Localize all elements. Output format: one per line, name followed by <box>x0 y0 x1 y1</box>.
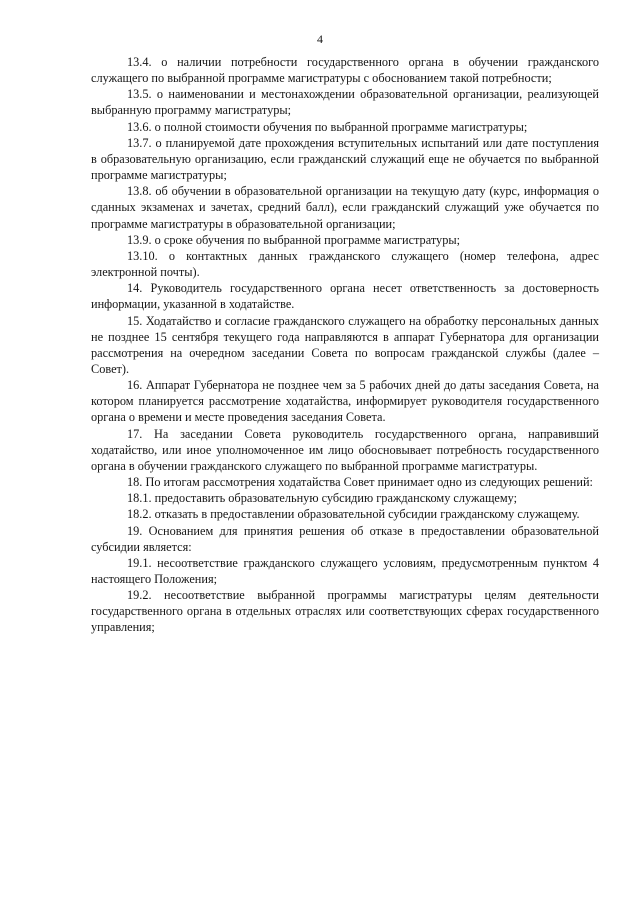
paragraph-13-5: 13.5. о наименовании и местонахождении образовательной организации, реализующей выбранную программу магистратуры; <box>91 87 599 118</box>
paragraph-13-7: 13.7. о планируемой дате прохождения вступительных испытаний или дате поступления в образовательную организацию, если гражданский служащий еще не обучается по выбранной программе магистратуры; <box>91 135 599 183</box>
paragraph-16: 16. Аппарат Губернатора не позднее чем за 5 рабочих дней до даты заседания Совета, на котором планируется рассмотрение ходатайства, информирует руководителя государственного органа о времени и месте проведения заседания Совета. <box>91 378 599 425</box>
paragraph-17: 17. На заседании Совета руководитель государственного органа, направивший ходатайство, или иное уполномоченное им лицо обосновывает потребность государственного органа в обучении гражданского служащего по выбранной программе магистратуры. <box>91 426 599 473</box>
paragraph-15: 15. Ходатайство и согласие гражданского служащего на обработку персональных данных не позднее 15 сентября текущего года направляются в аппарат Губернатора для организации рассмотрения на очередном заседании Совета по вопросам гражданской службы (далее – Совет). <box>91 313 599 376</box>
paragraph-19-2: 19.2. несоответствие выбранной программы магистратуры целям деятельности государственного органа в отдельных отраслях или соответствующих сферах государственного управления; <box>91 588 599 635</box>
paragraph-19-1: 19.1. несоответствие гражданского служащего условиям, предусмотренным пунктом 4 настоящего Положения; <box>91 555 599 586</box>
paragraph-13-4: 13.4. о наличии потребности государственного органа в обучении гражданского служащего по выбранной программе магистратуры с обоснованием такой потребности; <box>91 55 599 86</box>
paragraph-13-8: 13.8. об обучении в образовательной организации на текущую дату (курс, информация о сданных экзаменах и зачетах, средний балл), если гражданский служащий уже обучается по программе магистратуры в образовательной организации; <box>91 184 599 231</box>
paragraph-13-9: 13.9. о сроке обучения по выбранной программе магистратуры; <box>127 232 461 247</box>
page-number: 4 <box>317 32 323 46</box>
paragraph-13-6: 13.6. о полной стоимости обучения по выбранной программе магистратуры; <box>127 119 528 134</box>
paragraph-18-2: 18.2. отказать в предоставлении образовательной субсидии гражданскому служащему. <box>127 507 580 522</box>
paragraph-18-1: 18.1. предоставить образовательную субсидию гражданскому служащему; <box>127 491 518 506</box>
paragraph-18: 18. По итогам рассмотрения ходатайства Совет принимает одно из следующих решений: <box>127 475 593 490</box>
paragraph-19: 19. Основанием для принятия решения об отказе в предоставлении образовательной субсидии является: <box>91 523 599 554</box>
document-body <box>91 54 599 636</box>
paragraph-14: 14. Руководитель государственного органа несет ответственность за достоверность информации, указанной в ходатайстве. <box>91 281 599 312</box>
paragraph-13-10: 13.10. о контактных данных гражданского служащего (номер телефона, адрес электронной почты). <box>91 248 599 280</box>
